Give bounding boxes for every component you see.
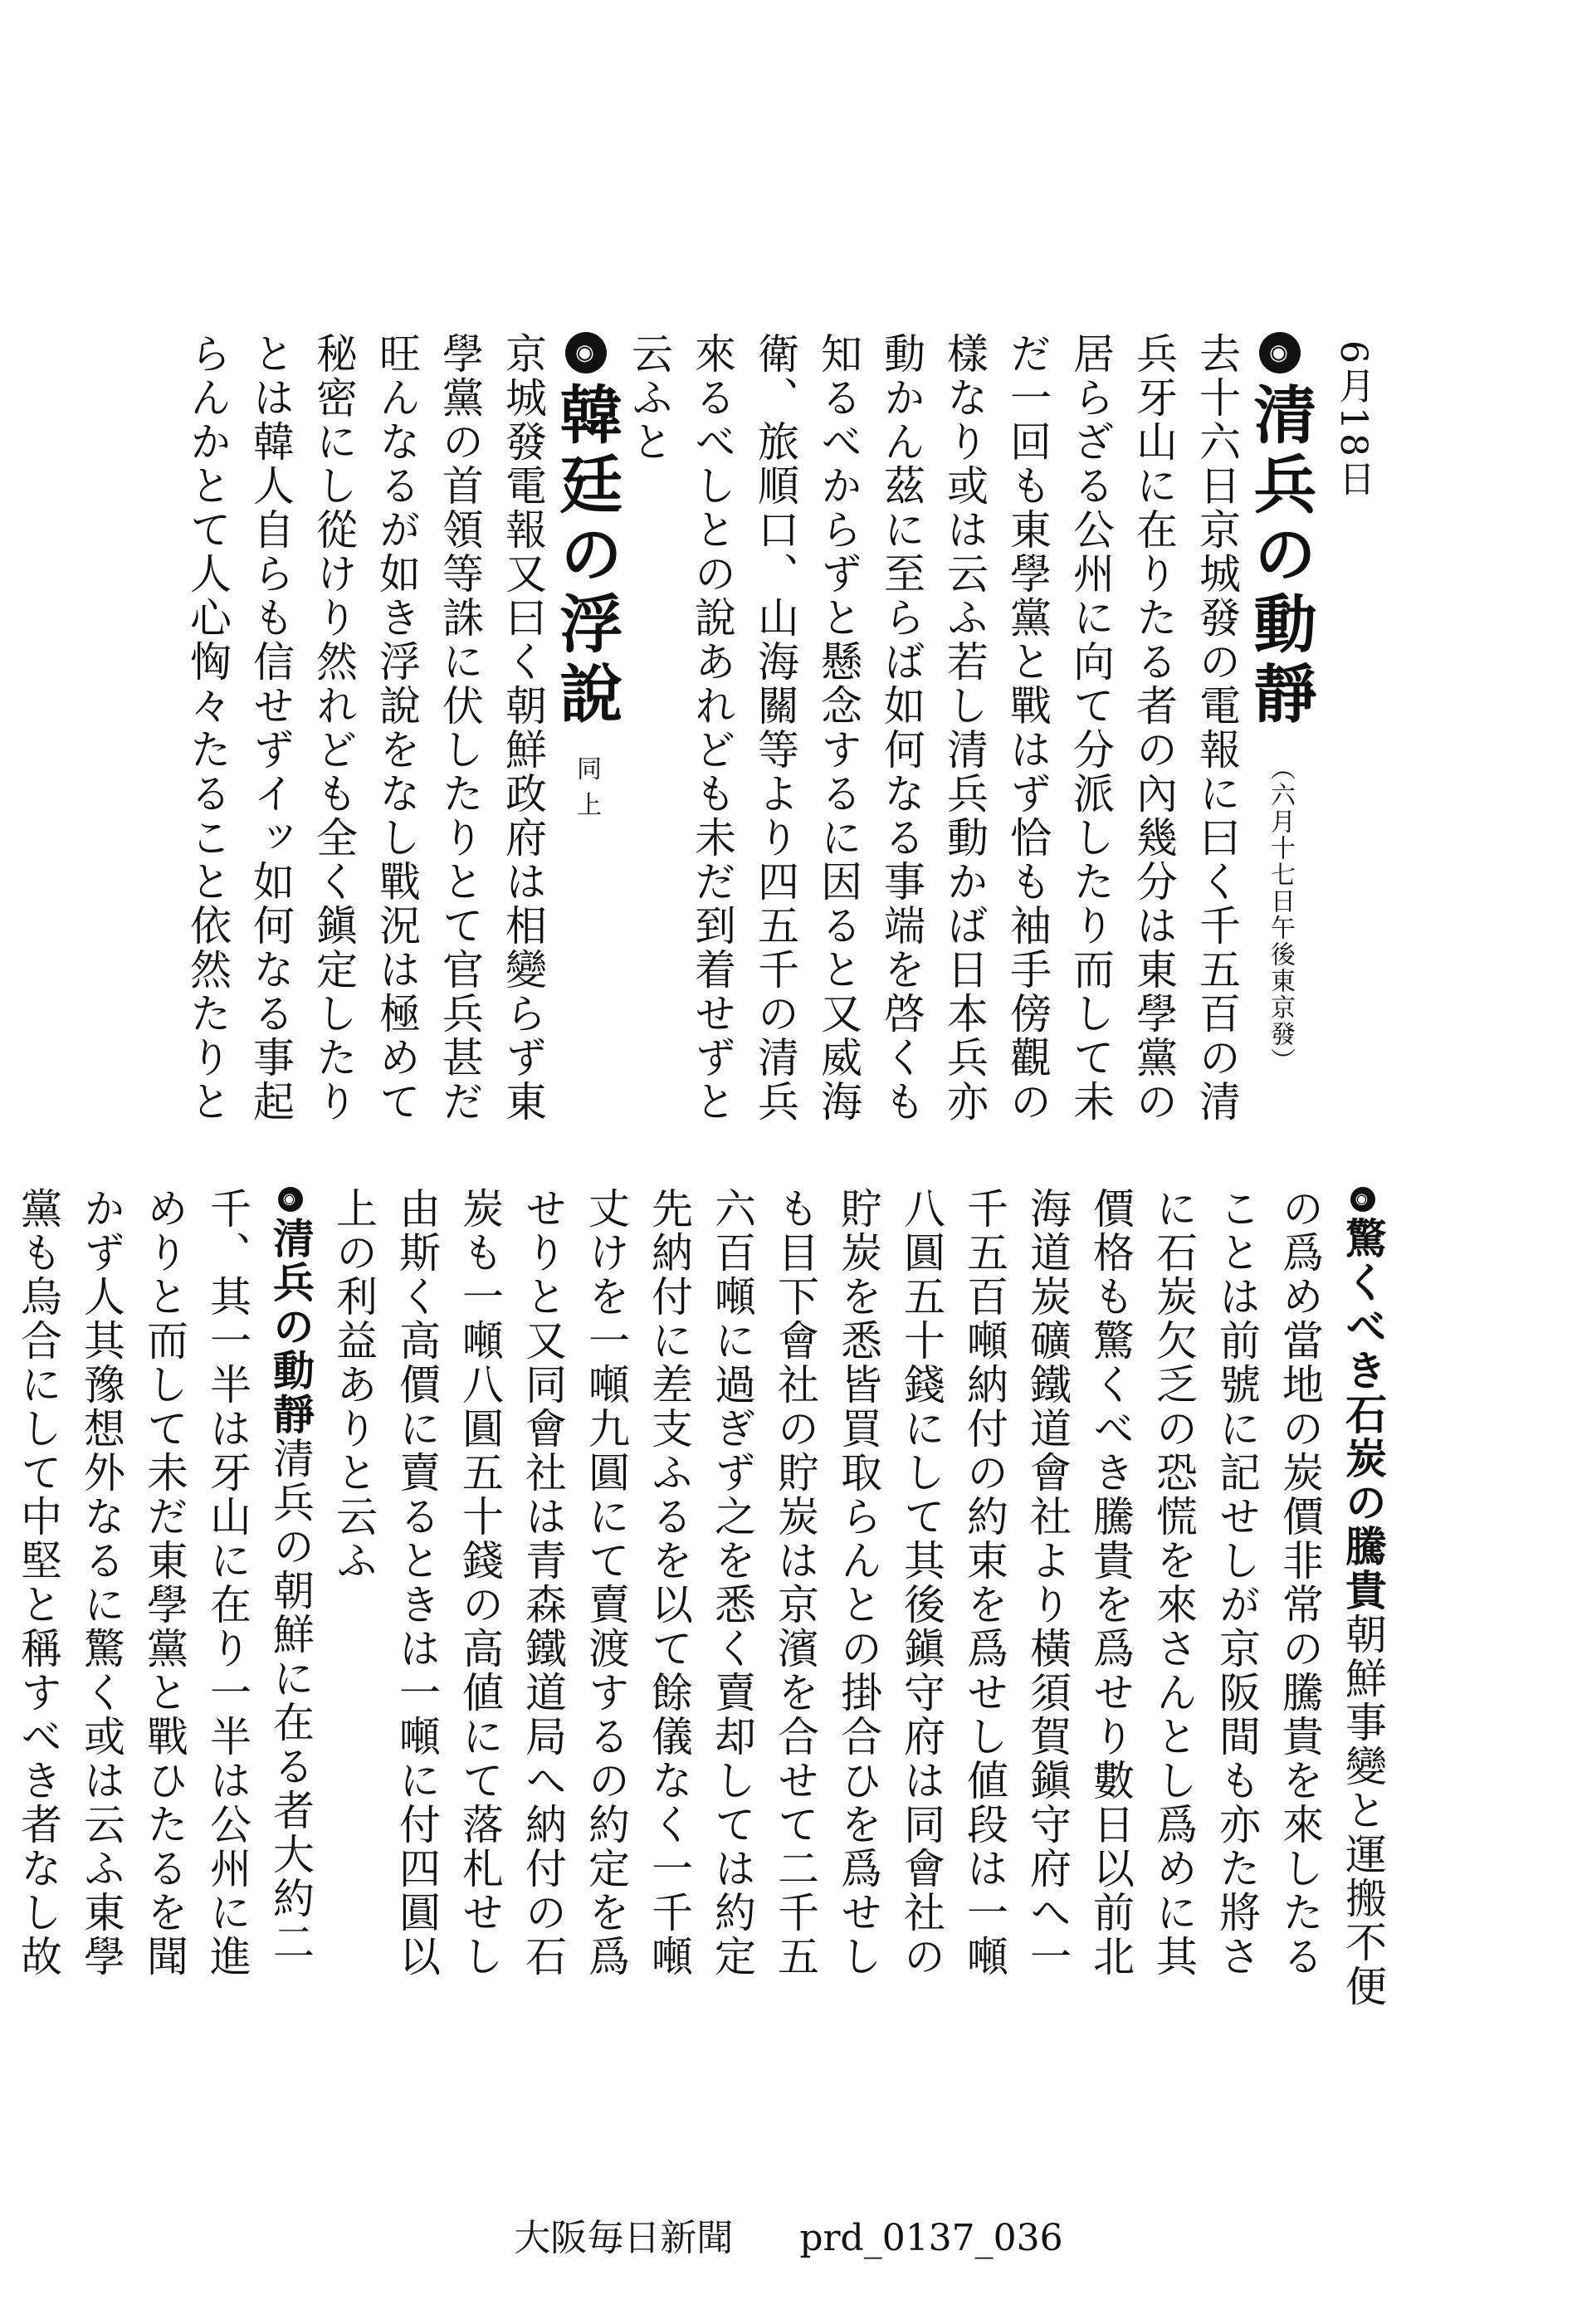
footer-paper-name: 大阪毎日新聞 [514,2217,734,2259]
page-footer [0,2208,1577,2261]
article-mark-icon: ◉ [565,332,607,374]
article-body: 京城發電報又曰く朝鮮政府は相變らず東學黨の首領等誅に伏したりとて官兵甚だ旺んなるが如き浮說をなし戰況は極めて秘密にし從けり然れども全く鎭定したりとは韓人自らも信せずイッ如何なる事起らんかとて人心恟々たること依然たりと [183,332,547,1124]
article-body: 清兵の朝鮮に在る者大約二千、其一半は牙山に在り一半は公州に進めりと而して未だ東學黨と戰ひたるを聞かず人其豫想外なるに驚く或は云ふ東學黨も烏合にして中堅と稱すべき者なし故 [14,1187,315,1979]
article-heading: 韓廷の浮說 [549,382,623,730]
article-body: 去十六日京城發の電報に曰く千五百の清兵牙山に在りたる者の內幾分は東學黨の居らざる公州に向て分派したり而して未だ一回も東學黨と戰はず恰も袖手傍觀の樣なり或は云ふ若し清兵動かば日本兵亦動かん茲に至らば如何なる事端を啓くも知るべからずと懸念するに因ると又威海衛、旅順口、山海關等より四五千の清兵來るべしとの說あれども未だ到着せずと云ふと [625,332,1241,1124]
article-mark-icon: ◉ [1350,1187,1375,1212]
article-heading: 清兵の動靜 [1243,382,1317,730]
article-body: 朝鮮事變と運搬不便の爲め當地の炭價非常の騰貴を來したることは前號に記せしが京阪間も亦た將さに石炭欠乏の恐慌を來さんとし爲めに其價格も驚くべき騰貴を爲せり數日以前北海道炭礦鐵道會社より橫須賀鎭守府へ一千五百噸納付の約束を爲せし値段は一噸八圓五十錢にして其後鎭守府は同會社の貯炭を悉皆買取らんとの掛合ひを爲せしも目下會社の貯炭は京濱を合せて二千五六百噸に過ぎず之を悉く賣却しては約定先納付に差支ふるを以て餘儀なく一千噸丈けを一噸九圓にて賣渡するの約定を爲せりと又同會社は青森鐵道局へ納付の石炭も一噸八圓五十錢の高値にて落札せし由斯く高價に賣るときは一噸に付四圓以上の利益ありと云ふ [330,1187,1387,2009]
article-dateline: （六月十七日午後東京發） [1266,755,1295,1074]
article-troop-movements-2 [0,1187,322,2017]
footer-code: prd_0137_036 [799,2217,1063,2259]
article-mark-icon: ◉ [1259,332,1301,374]
bottom-article-block [14,1187,1394,2017]
article-heading: 清兵の動靜 [266,1217,315,1437]
article-korean-court [176,332,623,1129]
article-mark-icon: ◉ [278,1187,303,1212]
article-coal-prices [322,1187,1394,2017]
article-heading: 驚くべき石炭の騰貴 [1339,1217,1388,1613]
page-date: 6月18日 [1332,340,1374,500]
article-dateline: 同 上 [572,755,601,818]
top-article-block [183,332,1317,1129]
article-troop-movements [618,332,1317,1129]
